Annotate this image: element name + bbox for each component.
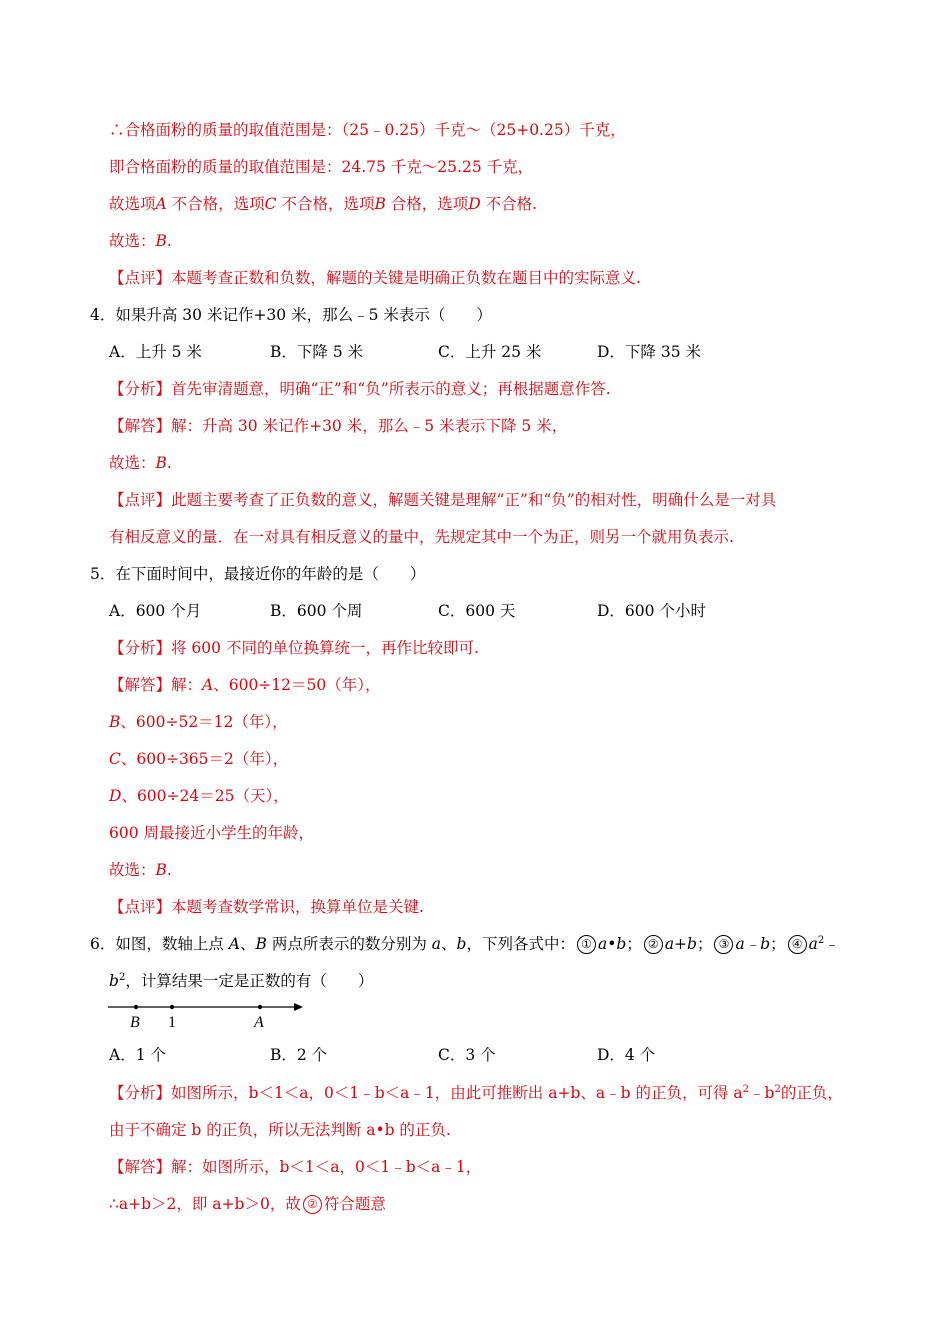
question-6-stem: 6．如图，数轴上点 A、B 两点所表示的数分别为 a、b，下列各式中： ① a•b； ② a+b； ③ a﹣b； ④ $a^2﹣$: [90, 935, 840, 953]
option-d: D．下降 35 米: [597, 343, 702, 361]
answer-line: 【解答】解：A、600÷12＝50（年），: [109, 676, 381, 694]
answer-line: 【解答】解：升高 30 米记作+30 米，那么﹣5 米表示下降 5 米，: [109, 417, 568, 435]
solution-line: 故选项A 不合格，选项C 不合格，选项B 合格，选项D 不合格.: [109, 195, 538, 213]
option-c: C．上升 25 米: [438, 343, 542, 361]
point-a-dot: [258, 1005, 262, 1009]
comment-line: 【点评】本题考查数学常识，换算单位是关键.: [109, 898, 424, 916]
option-a: A．600 个月: [109, 602, 202, 620]
option-a: A．上升 5 米: [109, 343, 202, 361]
option-d: D．600 个小时: [597, 602, 706, 620]
solution-line: ∴合格面粉的质量的取值范围是：（25﹣0.25）千克～（25+0.25）千克，: [109, 121, 626, 139]
choice-line: 故选：B.: [109, 232, 172, 250]
option-b: B．下降 5 米: [270, 343, 364, 361]
analysis-line: 【分析】首先审清题意，明确“正”和“负”所表示的意义；再根据题意作答.: [109, 380, 611, 398]
number-line-figure: [105, 996, 315, 1032]
question-5-stem: 5．在下面时间中，最接近你的年龄的是（ ）: [90, 565, 426, 583]
arrow-head-icon: [294, 1003, 303, 1011]
solution-line: 即合格面粉的质量的取值范围是：24.75 千克～25.25 千克，: [109, 158, 534, 176]
comment-line: 【点评】此题主要考查了正负数的意义，解题关键是理解“正”和“负”的相对性，明确什么是一对具: [109, 491, 777, 509]
axis-label-one: 1: [168, 1014, 176, 1031]
answer-line: 600 周最接近小学生的年龄，: [109, 824, 315, 842]
choice-line: 故选：B.: [109, 454, 172, 472]
answer-line: ∴a+b＞2，即 a+b＞0，故 ② 符合题意: [109, 1195, 386, 1213]
axis-label-b: B: [130, 1014, 140, 1031]
comment-line: 【点评】本题考查正数和负数，解题的关键是明确正负数在题目中的实际意义.: [109, 269, 641, 287]
option-b: B．2 个: [270, 1046, 328, 1064]
comment-line: 有相反意义的量．在一对具有相反意义的量中，先规定其中一个为正，则另一个就用负表示.: [109, 528, 734, 546]
point-one-dot: [170, 1005, 174, 1009]
axis-label-a: A: [254, 1014, 264, 1031]
option-c: C．600 天: [438, 602, 516, 620]
option-d: D．4 个: [597, 1046, 656, 1064]
question-6-stem-cont: $b^2$，计算结果一定是正数的有（ ）: [109, 972, 374, 990]
question-4-stem: 4．如果升高 30 米记作+30 米，那么﹣5 米表示（ ）: [90, 306, 492, 324]
option-a: A．1 个: [109, 1046, 166, 1064]
point-b-dot: [134, 1005, 138, 1009]
option-c: C．3 个: [438, 1046, 496, 1064]
analysis-line: 由于不确定 b 的正负，所以无法判断 a•b 的正负.: [109, 1121, 451, 1139]
analysis-line: 【分析】将 600 不同的单位换算统一，再作比较即可.: [109, 639, 479, 657]
answer-line: C、600÷365＝2（年），: [109, 750, 289, 768]
analysis-line: 【分析】如图所示，b＜1＜a，0＜1﹣b＜a﹣1，由此可推断出 a+b、a﹣b 的正负，可得 $a^2﹣b^2$的正负，: [109, 1084, 843, 1102]
answer-line: D、600÷24＝25（天），: [109, 787, 289, 805]
answer-line: B、600÷52＝12（年），: [109, 713, 288, 731]
answer-line: 【解答】解：如图所示，b＜1＜a，0＜1﹣b＜a﹣1，: [109, 1158, 482, 1176]
option-b: B．600 个周: [270, 602, 363, 620]
choice-line: 故选：B.: [109, 861, 172, 879]
